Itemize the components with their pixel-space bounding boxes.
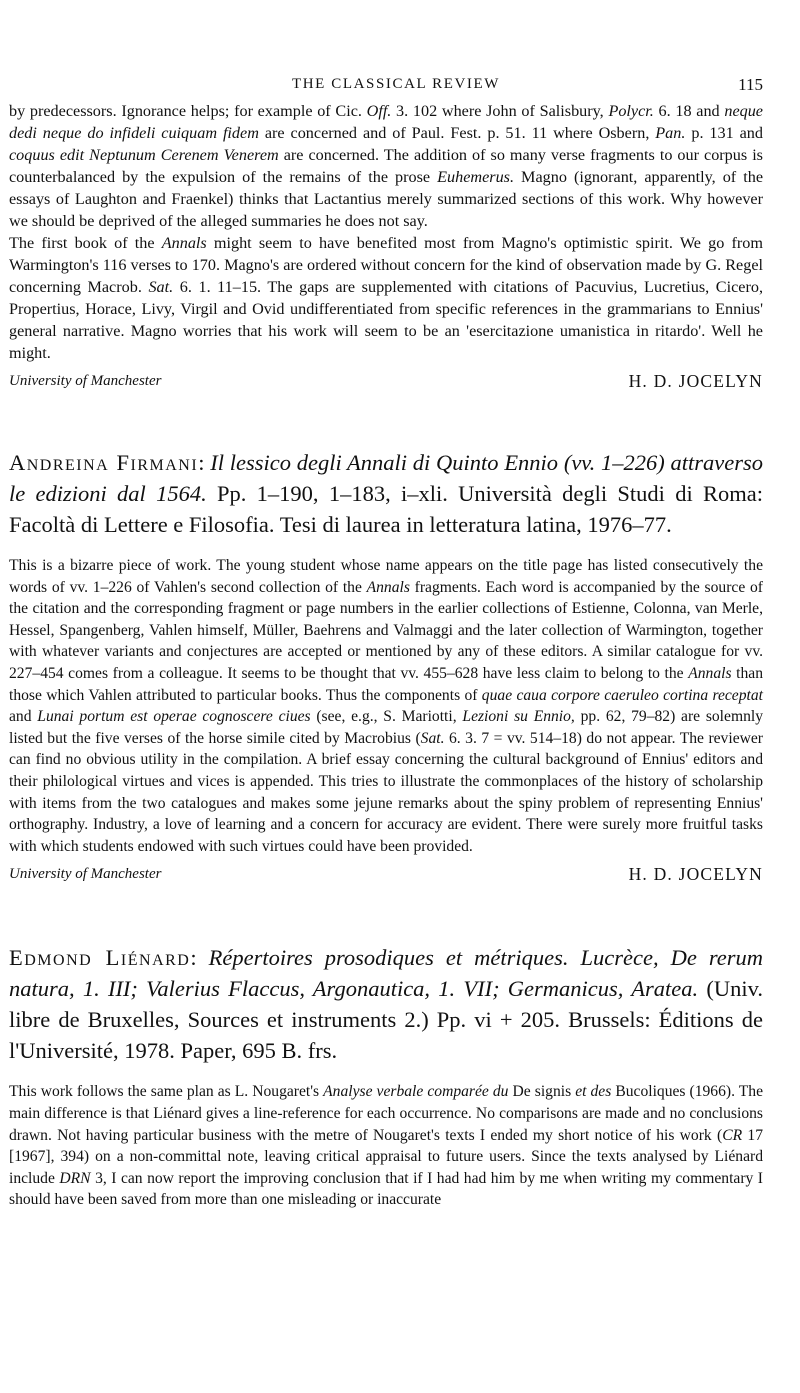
- italic-text-run: DRN: [59, 1169, 91, 1187]
- text-run: p. 131 and: [685, 124, 763, 142]
- reviewer-affiliation: University of Manchester: [9, 866, 162, 883]
- italic-text-run: Il lessico degli Annali di Quinto Ennio (vv. 1–226) attraverso le edizioni dal 1564.: [9, 450, 763, 506]
- text-run: are concerned. The addition of so many verse fragments to our corpus is counterbalanced by the expulsion of the remains of the prose: [9, 146, 763, 186]
- running-title: THE CLASSICAL REVIEW: [291, 76, 501, 92]
- text-run: 6. 18 and: [653, 102, 725, 120]
- text-run: (Univ. libre de Bruxelles, Sources et instruments 2.) Pp. vi + 205. Brussels: Éditions de l'Université, 1978. Paper, 695 B. frs.: [9, 976, 763, 1064]
- italic-text-run: Euhemerus.: [437, 168, 515, 186]
- text-run: Pp. 1–190, 1–183, i–xli. Università degli Studi di Roma: Facoltà di Lettere e Filosofia. Tesi di laurea in letteratura latina, 1976–77.: [9, 481, 763, 537]
- italic-text-run: Annals: [688, 664, 732, 682]
- italic-text-run: Pan.: [655, 124, 686, 142]
- reviewer-name: H. D. JOCELYN: [628, 864, 763, 885]
- reviewed-author-name: Andreina Firmani: [9, 450, 199, 475]
- review-3: [9, 942, 763, 1211]
- italic-text-run: Répertoires prosodiques et métriques. Lucrèce, De rerum natura, 1. III; Valerius Flaccus, Argonautica, 1. VII; Germanicus, Aratea.: [9, 945, 763, 1002]
- reviewer-name: H. D. JOCELYN: [628, 371, 763, 391]
- text-run: pp. 62, 79–82) are solemnly listed but the five verses of the horse simile cited by Macrobius (: [9, 708, 763, 747]
- italic-text-run: CR: [722, 1126, 743, 1144]
- text-run: (see, e.g., S. Mariotti,: [310, 708, 463, 726]
- review-2-body: [9, 555, 763, 857]
- text-run: 6. 3. 7 = vv. 514–18) do not appear. The reviewer can find no obvious utility in the compilation. A brief essay concerning the cultural background of Ennius' editors and their philological virtues and vices is appended. This tries to illustrate the commonplaces of the history of scholarship with items from the two catalogues and makes some jejune remarks about the spiny problem of representing Ennius' orthography. Industry, a love of learning and a concern for accuracy are evident. There were surely more fruitful tasks with which students endowed with such virtues could have been provided.: [9, 729, 763, 855]
- italic-text-run: Analyse verbale comparée du: [323, 1083, 509, 1101]
- text-run: This work follows the same plan as L. Nougaret's: [9, 1083, 324, 1101]
- review-1-signoff: [9, 371, 763, 393]
- italic-text-run: Annals: [366, 578, 410, 596]
- text-run: and: [9, 708, 38, 726]
- reviewed-author-name: Edmond Liénard: [9, 945, 191, 971]
- text-run: :: [190, 945, 209, 971]
- text-run: fragments. Each word is accompanied by the source of the citation and the corresponding fragment or page numbers in the earlier collections of Estienne, Colonna, van Merle, Hessel, Spangenberg, Vahlen himself, Müller, Baehrens and Valmaggi and the later collection of Warmington, together with whatever variants and conjectures are accepted or mentioned by any of these editors. A similar catalogue for vv. 227–454 comes from a colleague. It seems to be thought that vv. 455–628 have less claim to belong to the: [9, 578, 763, 682]
- text-run: by predecessors. Ignorance helps; for example of Cic.: [9, 102, 367, 120]
- text-run: are concerned and of Paul. Fest. p. 51. 11 where Osbern,: [258, 124, 656, 142]
- review-1-paragraph-1: [9, 100, 763, 232]
- text-run: Bucoliques (1966). The main difference is that Liénard gives a line-reference for each occurrence. No comparisons are made and no conclusions drawn. Not having particular business with the metre of Nougaret's texts I ended my short notice of his work (: [9, 1083, 763, 1144]
- review-2-signoff: [9, 864, 763, 886]
- text-run: 3, I can now report the improving conclusion that if I had had him by me when writing my commentary I should have been saved from more than one misleading or inaccurate: [9, 1169, 763, 1209]
- text-run: 3. 102 where John of Salisbury,: [391, 102, 609, 120]
- italic-text-run: Polycr.: [608, 102, 654, 120]
- italic-text-run: neque dedi neque do infideli cuiquam fidem: [9, 102, 763, 142]
- journal-page: [9, 76, 763, 1211]
- review-1-paragraph-2: [9, 232, 763, 364]
- text-run: De signis: [508, 1083, 576, 1101]
- text-run: Magno (ignorant, apparently, of the essays of Laughton and Fraenkel) thinks that Lactantius merely summarized sections of this work. Why however we should be deprived of the alleged summaries he does not say.: [9, 168, 763, 230]
- text-run: might seem to have benefited most from Magno's optimistic spirit. We go from Warmington's 116 verses to 170. Magno's are ordered without concern for the kind of observation made by G. Regel concerning Macrob.: [9, 234, 763, 296]
- italic-text-run: Sat.: [420, 729, 445, 747]
- italic-text-run: Annals: [161, 234, 207, 252]
- review-3-heading: [9, 942, 763, 1066]
- text-run: :: [198, 450, 211, 475]
- text-run: This is a bizarre piece of work. The young student whose name appears on the title page has listed consecutively the words of vv. 1–226 of Vahlen's second collection of the: [9, 557, 763, 596]
- italic-text-run: quae caua corpore caeruleo cortina receptat: [481, 686, 763, 704]
- review-1-continuation: [9, 100, 763, 393]
- text-run: 17 [1967], 394) on a non-committal note, leaving critical appraisal to future users. Since the texts analysed by Liénard include: [9, 1126, 763, 1187]
- text-run: The first book of the: [9, 234, 162, 252]
- italic-text-run: coquus edit Neptunum Cerenem Venerem: [9, 146, 279, 164]
- review-3-body: [9, 1081, 763, 1211]
- running-head: [9, 76, 763, 100]
- page-number: 115: [738, 75, 763, 94]
- reviewer-affiliation: University of Manchester: [9, 373, 162, 389]
- italic-text-run: Lunai portum est operae cognoscere ciues: [37, 708, 311, 726]
- italic-text-run: et des: [575, 1083, 612, 1101]
- text-run: 6. 1. 11–15. The gaps are supplemented with citations of Pacuvius, Lucretius, Cicero, Propertius, Horace, Livy, Virgil and Ovid undifferentiated from specific references in the grammarians to Ennius' general narrative. Magno worries that his work will seem to be an 'esercitazione umanistica in ritardo'. Well he might.: [9, 278, 763, 362]
- review-2: [9, 447, 763, 886]
- review-2-heading: [9, 447, 763, 540]
- text-run: than those which Vahlen attributed to particular books. Thus the components of: [9, 664, 764, 704]
- italic-text-run: Sat.: [148, 278, 174, 296]
- italic-text-run: Off.: [366, 102, 392, 120]
- italic-text-run: Lezioni su Ennio,: [462, 708, 575, 726]
